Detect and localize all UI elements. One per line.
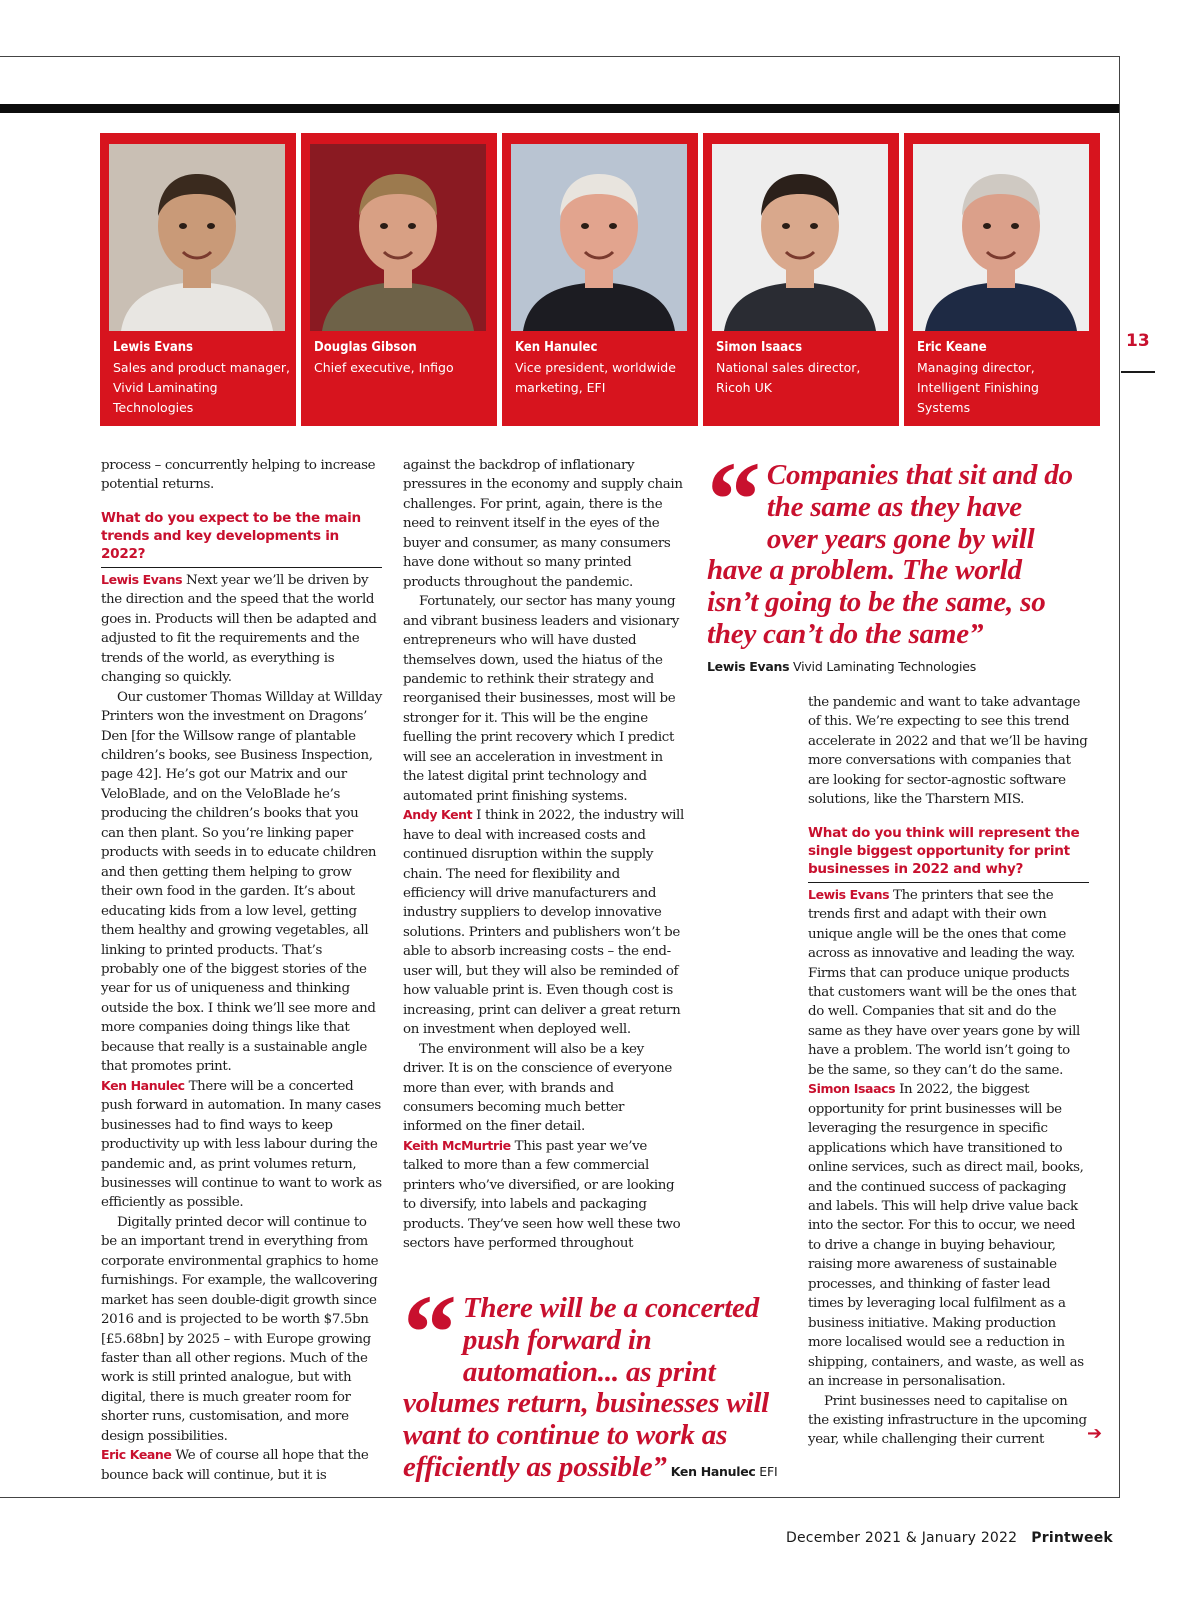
paragraph: [101, 1446, 382, 1485]
paragraph-text: Next year we’ll be driven by the direction and the speed that the world goes in. Products will then be adapted and adjusted to fit the requirements and the trends of the world, as everything is changing so quickly.: [101, 572, 377, 686]
profile-role: Chief executive, Infigo: [314, 360, 454, 375]
portrait-photo-icon: [109, 144, 285, 331]
speaker-name: Simon Isaacs: [808, 1081, 896, 1097]
profile-name: Douglas Gibson: [314, 340, 417, 355]
pull-quote-organisation: Vivid Laminating Technologies: [789, 658, 977, 674]
speaker-name: Lewis Evans: [101, 571, 183, 587]
paragraph-text: We of course all hope that the bounce back will continue, but it is: [101, 1448, 369, 1483]
profile-card: [502, 133, 698, 426]
speaker-name: Eric Keane: [101, 1447, 172, 1463]
profile-role: Managing director, Intelligent Finishing Systems: [917, 360, 1039, 415]
pull-quote-text: Companies that sit and do the same as they have over years gone by will have a problem. The world isn’t going to be the same, so they can’t do the same”: [707, 459, 1073, 650]
paragraph: The environment will also be a key driver. It is on the conscience of everyone more than ever, with brands and consumers becoming much better informed on the finer detail.: [403, 1041, 672, 1135]
portrait-photo-icon: [712, 144, 888, 331]
paragraph-text: In 2022, the biggest opportunity for print businesses will be leveraging the resurgence in specific applications which have transitioned to online services, such as direct mail, books, and the continued success of packaging and labels. This will help drive value back into the sector. For this to occur, we need to drive a change in buying behaviour, raising more awareness of sustainable processes, and thinking of faster lead times by leveraging local fulfilment as a business initiative. Making production more localised would see a reduction in shipping, containers, and waste, as well as an increase in personalisation.: [808, 1082, 1084, 1390]
paragraph: [101, 1077, 382, 1213]
paragraph: [808, 1080, 1089, 1391]
column-1: [101, 456, 382, 1485]
question-heading: What do you expect to be the main trends and key developments in 2022?: [101, 509, 382, 568]
footer: [786, 1530, 1113, 1546]
top-rule: [0, 56, 1120, 57]
paragraph: Digitally printed decor will continue to be an important trend in everything from corporate environmental graphics to home furnishings. For example, the wallcovering market has seen double-digit growth since 2016 and is projected to be worth $7.5bn [£5.68bn] by 2025 – with Europe growing faster than all other regions. Much of the work is still printed analogue, but with digital, there is much greater room for shorter runs, customisation, and more design possibilities.: [101, 1214, 379, 1444]
quote-mark-icon: “: [403, 1274, 457, 1393]
paragraph-text: There will be a concerted push forward in automation. In many cases businesses had to find ways to keep productivity up with less labour during the pandemic and, as print volumes return, businesses will continue to want to work as efficiently as possible.: [101, 1078, 382, 1211]
footer-date: December 2021 & January 2022: [786, 1530, 1018, 1546]
portrait-photo-icon: [310, 144, 486, 331]
question-heading: What do you think will represent the single biggest opportunity for print businesses in 2022 and why?: [808, 824, 1089, 883]
paragraph-text: I think in 2022, the industry will have to deal with increased costs and continued disruption within the supply chain. The need for flexibility and efficiency will drive manufacturers and industry suppliers to develop innovative solutions. Printers and publishers won’t be able to absorb increasing costs – the end-user will, but they will also be reminded of how valuable print is. Even though cost is increasing, print can deliver a great return on investment when deployed well.: [403, 808, 684, 1038]
speaker-name: Andy Kent: [403, 807, 473, 823]
paragraph: [403, 806, 684, 1039]
pull-quote-attribution: Lewis Evans: [707, 658, 790, 674]
portrait-photo-icon: [511, 144, 687, 331]
quote-mark-icon: “: [707, 441, 761, 560]
header-bar: [0, 104, 1120, 113]
page-edge-rule: [1119, 56, 1120, 1497]
profile-role: Sales and product manager, Vivid Laminating Technologies: [113, 360, 290, 415]
profile-role: Vice president, worldwide marketing, EFI: [515, 360, 676, 395]
speaker-name: Keith McMurtrie: [403, 1137, 511, 1153]
paragraph: [808, 886, 1089, 1081]
pull-quote-top: [707, 441, 1077, 674]
profile-name: Simon Isaacs: [716, 340, 803, 355]
speaker-name: Lewis Evans: [808, 886, 890, 902]
profile-name: Eric Keane: [917, 340, 987, 355]
footer-brand: Printweek: [1031, 1530, 1113, 1546]
paragraph: [101, 571, 382, 688]
profile-role: National sales director, Ricoh UK: [716, 360, 861, 395]
profile-name: Ken Hanulec: [515, 340, 598, 355]
profile-card: [301, 133, 497, 426]
column-2: [403, 456, 684, 1254]
paragraph: against the backdrop of inflationary pressures in the economy and supply chain challenges. For print, again, there is the need to reinvent itself in the eyes of the buyer and consumer, as many consumers have done without so many printed products throughout the pandemic.: [403, 458, 683, 590]
paragraph: Print businesses need to capitalise on the existing infrastructure in the upcoming year, while challenging their current: [808, 1393, 1087, 1448]
profile-strip: [100, 133, 1090, 426]
speaker-name: Ken Hanulec: [101, 1077, 185, 1093]
pull-quote-organisation: EFI: [755, 1463, 778, 1479]
page-number: 13: [1126, 331, 1150, 351]
pull-quote-attribution: Ken Hanulec: [666, 1463, 756, 1479]
paragraph-text: This past year we’ve talked to more than a few commercial printers who’ve diversified, or are looking to diversify, into labels and packaging products. They’ve seen how well these two sectors have performed throughout: [403, 1138, 681, 1252]
paragraph: process – concurrently helping to increase potential returns.: [101, 458, 376, 493]
pull-quote-bottom: [403, 1274, 793, 1484]
profile-card: [100, 133, 296, 426]
column-3: [808, 693, 1089, 1450]
page-number-rule: [1121, 371, 1155, 373]
pull-quote-text: There will be a concerted push forward in automation... as print volumes return, businesses will want to continue to work as efficiently as possible”: [403, 1292, 770, 1483]
paragraph: Fortunately, our sector has many young and vibrant business leaders and visionary entrepreneurs who will have dusted themselves down, used the hiatus of the pandemic to rethink their strategy and reorganised their businesses, most will be stronger for it. This will be the engine fuelling the print recovery which I predict will see an acceleration in investment in the latest digital print technology and automated print finishing systems.: [403, 594, 679, 804]
paragraph: [403, 1137, 684, 1254]
profile-card: [904, 133, 1100, 426]
profile-card: [703, 133, 899, 426]
footer-rule: [0, 1497, 1120, 1498]
paragraph: Our customer Thomas Willday at Willday Printers won the investment on Dragons’ Den [for the Willsow range of plantable children’s books, see Business Inspection, page 42]. He’s got our Matrix and our VeloBlade, and on the VeloBlade he’s producing the children’s books that you can then plant. So you’re linking paper products with seeds in to educate children and then getting them helping to grow their own food in the garden. It’s about educating kids from a low level, getting them healthy and growing vegetables, all linking to printed products. That’s probably one of the biggest stories of the year for us of uniqueness and thinking outside the box. I think we’ll see more and more companies doing things like that because that really is a sustainable angle that promotes print.: [101, 689, 382, 1075]
continue-arrow-icon[interactable]: ➔: [1087, 1423, 1103, 1444]
portrait-photo-icon: [913, 144, 1089, 331]
paragraph-text: The printers that see the trends first and adapt with their own unique angle will be the ones that come across as innovative and leading the way. Firms that can produce unique products that customers want will be the ones that do well. Companies that sit and do the same as they have over years gone by will have a problem. The world isn’t going to be the same, so they can’t do the same.: [808, 887, 1080, 1078]
paragraph: the pandemic and want to take advantage of this. We’re expecting to see this trend accelerate in 2022 and that we’ll be having more conversations with companies that are looking for sector-agnostic software solutions, like the Tharstern MIS.: [808, 695, 1088, 808]
profile-name: Lewis Evans: [113, 340, 194, 355]
